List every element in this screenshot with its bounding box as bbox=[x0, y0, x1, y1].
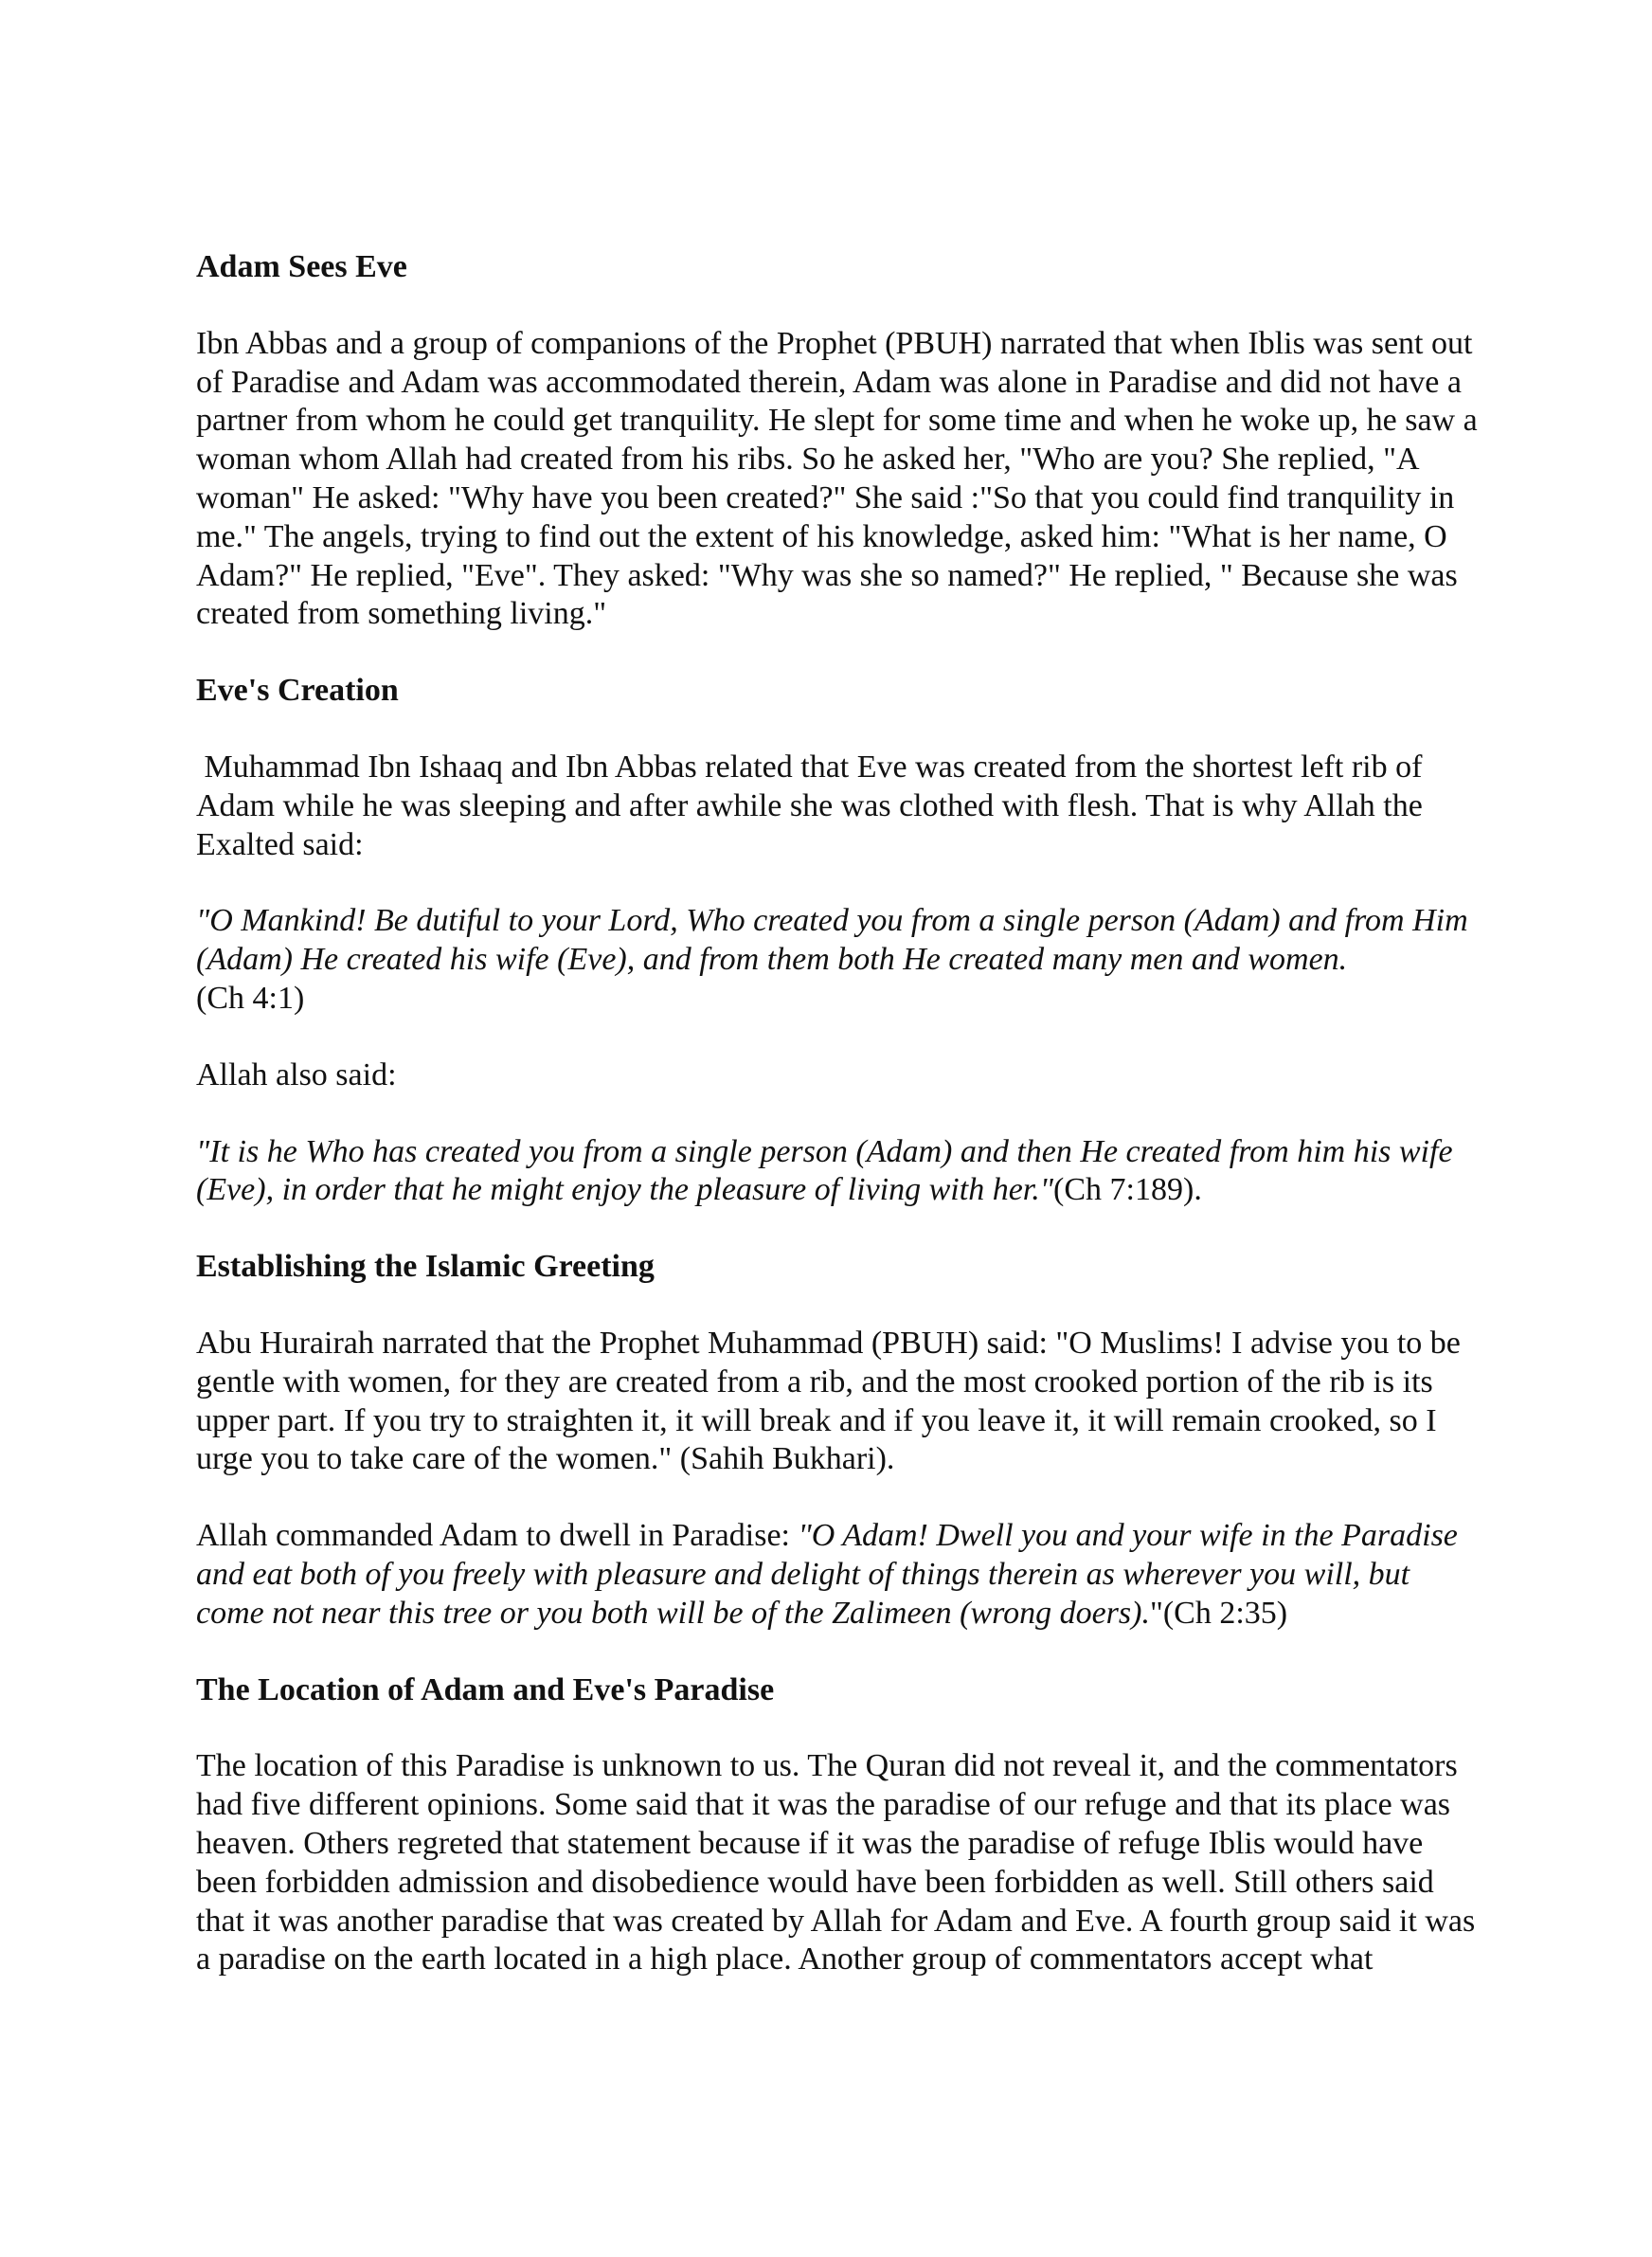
quote-ch-7-189 bbox=[196, 1133, 1484, 1211]
paragraph-location-of-paradise: The location of this Paradise is unknown to us. The Quran did not reveal it, and the commentators had five different opinions. Some said that it was the paradise of our refuge and that its place was heaven. Others regreted that statement because if it was the paradise of refuge Iblis would have been forbidden admission and disobedience would have been forbidden as well. Still others said that it was another paradise that was created by Allah for Adam and Eve. A fourth group said it was a paradise on the earth located in a high place. Another group of commentators accept what bbox=[196, 1748, 1476, 1977]
paragraph-allah-commanded bbox=[196, 1517, 1484, 1633]
heading-eves-creation: Eve's Creation bbox=[196, 673, 399, 709]
paragraph-eves-creation: Muhammad Ibn Ishaaq and Ibn Abbas related that Eve was created from the shortest left rib of Adam while he was sleeping and after awhile she was clothed with flesh. That is why Allah the Exalted said: bbox=[196, 749, 1431, 862]
heading-adam-sees-eve: Adam Sees Eve bbox=[196, 249, 407, 284]
quote-text: "O Mankind! Be dutiful to your Lord, Who created you from a single person (Adam) and from Him (Adam) He created his wife (Eve), and from them both He created many men and women. bbox=[196, 903, 1468, 978]
paragraph-abu-hurairah: Abu Hurairah narrated that the Prophet Muhammad (PBUH) said: "O Muslims! I advise you to be gentle with women, for they are created from a rib, and the most crooked portion of the rib is its upper part. If you try to straighten it, it will break and if you leave it, it will remain crooked, so I urge you to take care of the women." (Sahih Bukhari). bbox=[196, 1325, 1461, 1477]
quote-ch-4-1 bbox=[196, 902, 1484, 1018]
paragraph-adam-sees-eve: Ibn Abbas and a group of companions of the Prophet (PBUH) narrated that when Iblis was sent out of Paradise and Adam was accommodated therein, Adam was alone in Paradise and did not have a partner from whom he could get tranquility. He slept for some time and when he woke up, he saw a woman whom Allah had created from his ribs. So he asked her, "Who are you? She replied, "A woman" He asked: "Why have you been created?" She said :"So that you could find tranquility in me." The angels, trying to find out the extent of his knowledge, asked him: "What is her name, O Adam?" He replied, "Eve". They asked: "Why was she so named?" He replied, " Because she was created from something living." bbox=[196, 325, 1478, 632]
quote-text: "It is he Who has created you from a single person (Adam) and then He created from him his wife (Eve), in order that he might enjoy the pleasure of living with her." bbox=[196, 1133, 1453, 1208]
paragraph-allah-also-said: Allah also said: bbox=[196, 1056, 397, 1092]
quote-reference: (Ch 7:189). bbox=[1053, 1172, 1202, 1208]
document-page bbox=[196, 248, 1484, 2017]
heading-islamic-greeting: Establishing the Islamic Greeting bbox=[196, 1249, 655, 1285]
command-lead: Allah commanded Adam to dwell in Paradise: bbox=[196, 1518, 799, 1554]
quote-reference: (Ch 4:1) bbox=[196, 980, 305, 1016]
quote-text: "O Adam! Dwell you and your wife in the Paradise and eat both of you freely with pleasure and delight of things therein as wherever you will, but come not near this tree or you both will be of the Zalimeen (wrong doers). bbox=[196, 1518, 1458, 1631]
heading-location-of-paradise: The Location of Adam and Eve's Paradise bbox=[196, 1671, 775, 1707]
quote-reference: "(Ch 2:35) bbox=[1149, 1595, 1288, 1631]
